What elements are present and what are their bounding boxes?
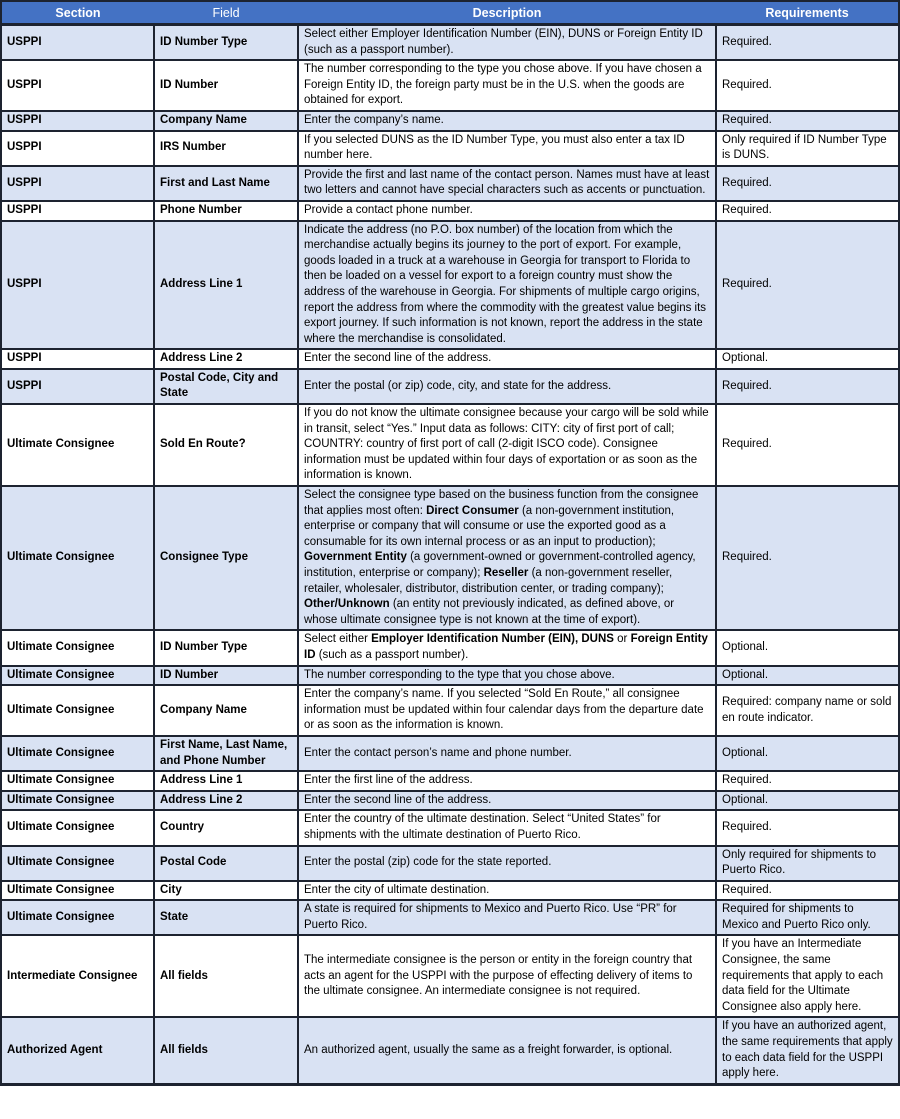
description-text: If you selected DUNS as the ID Number Type, you must also enter a tax ID number here.	[304, 133, 685, 162]
description-cell	[298, 349, 716, 369]
field-cell: All fields	[154, 1017, 298, 1084]
section-cell: Ultimate Consignee	[1, 630, 154, 665]
section-cell: Ultimate Consignee	[1, 791, 154, 811]
field-cell: Company Name	[154, 111, 298, 131]
requirements-cell: Required.	[716, 369, 899, 404]
section-cell: USPPI	[1, 221, 154, 350]
table-row	[1, 810, 899, 845]
section-cell: Authorized Agent	[1, 1017, 154, 1084]
field-cell: Address Line 2	[154, 349, 298, 369]
field-cell: Country	[154, 810, 298, 845]
description-text: (a non-government reseller, retailer, wholesaler, distributor, distribution center, or trading company);	[304, 567, 673, 595]
table-row	[1, 791, 899, 811]
table-row	[1, 369, 899, 404]
description-text: Enter the company’s name. If you selected “Sold En Route,” all consignee information must be updated within four calendar days from the departure date or as soon as the information is known.	[304, 688, 704, 732]
requirements-cell: If you have an Intermediate Consignee, the same requirements that apply to each data field for the Ultimate Consignee also apply here.	[716, 935, 899, 1017]
table-body	[1, 25, 899, 1085]
description-text: Indicate the address (no P.O. box number) of the location from which the merchandise actually begins its journey to the port of export. For example, goods loaded in a truck at a warehouse in Georgia for transport to Florida to then be loaded on a vessel for export to a foreign country must show the address of the warehouse in Georgia. For shipments of multiple cargo origins, report the address from where the commodity with the greatest value begins its export journey. If such information is not known, report the address in the state where the merchandise is consolidated.	[304, 223, 707, 345]
field-cell: Address Line 1	[154, 771, 298, 791]
column-header-section: Section	[1, 1, 154, 25]
description-cell	[298, 369, 716, 404]
table-row	[1, 900, 899, 935]
requirements-cell: Required.	[716, 60, 899, 111]
description-bold-text: Reseller	[483, 567, 529, 579]
field-cell: IRS Number	[154, 131, 298, 166]
description-bold-text: Government Entity	[304, 551, 407, 564]
description-text: Enter the contact person’s name and phone number.	[304, 746, 572, 759]
requirements-cell: Required: company name or sold en route indicator.	[716, 685, 899, 736]
table-row	[1, 60, 899, 111]
requirements-cell: Optional.	[716, 736, 899, 771]
section-cell: Ultimate Consignee	[1, 810, 154, 845]
field-cell: Consignee Type	[154, 486, 298, 630]
description-text: Select either	[304, 633, 372, 646]
description-cell	[298, 736, 716, 771]
description-text: (an entity not previously indicated, as defined above, or whose ultimate consignee type is not known at the time of export).	[304, 598, 675, 626]
description-cell	[298, 810, 716, 845]
requirements-cell: Only required if ID Number Type is DUNS.	[716, 131, 899, 166]
table-row	[1, 935, 899, 1017]
description-cell	[298, 60, 716, 111]
description-bold-text: Direct Consumer	[426, 504, 519, 517]
description-cell	[298, 846, 716, 881]
table-row	[1, 881, 899, 901]
table-row	[1, 1017, 899, 1084]
section-cell: USPPI	[1, 369, 154, 404]
description-cell	[298, 935, 716, 1017]
field-cell: First and Last Name	[154, 166, 298, 201]
table-row	[1, 630, 899, 665]
table-row	[1, 486, 899, 630]
description-text: or	[613, 633, 631, 646]
table-row	[1, 666, 899, 686]
requirements-cell: Required.	[716, 486, 899, 630]
description-text: Select either Employer Identification Number (EIN), DUNS or Foreign Entity ID (such as a passport number).	[304, 28, 703, 56]
table-row	[1, 221, 899, 350]
table-row	[1, 349, 899, 369]
table-row	[1, 201, 899, 221]
description-cell	[298, 666, 716, 686]
section-cell: USPPI	[1, 111, 154, 131]
requirements-cell: Required.	[716, 771, 899, 791]
table-row	[1, 685, 899, 736]
field-cell: Address Line 1	[154, 221, 298, 350]
requirements-cell: Optional.	[716, 791, 899, 811]
section-cell: USPPI	[1, 131, 154, 166]
description-text: (such as a passport number).	[315, 648, 469, 661]
description-bold-text: Other/Unknown	[304, 598, 390, 611]
section-cell: Intermediate Consignee	[1, 935, 154, 1017]
field-cell: ID Number Type	[154, 630, 298, 665]
description-text: Enter the postal (zip) code for the state reported.	[304, 856, 552, 869]
field-cell: ID Number Type	[154, 25, 298, 61]
table-header	[1, 1, 899, 25]
requirements-cell: Required.	[716, 166, 899, 201]
field-cell: Company Name	[154, 685, 298, 736]
section-cell: Ultimate Consignee	[1, 881, 154, 901]
description-cell	[298, 131, 716, 166]
table-row	[1, 111, 899, 131]
description-text: A state is required for shipments to Mexico and Puerto Rico. Use “PR” for Puerto Rico.	[304, 903, 677, 931]
description-text: Enter the first line of the address.	[304, 774, 473, 787]
description-bold-text: Foreign Entity ID	[304, 633, 708, 661]
requirements-cell: Only required for shipments to Puerto Rico.	[716, 846, 899, 881]
description-cell	[298, 111, 716, 131]
field-cell: Address Line 2	[154, 791, 298, 811]
requirements-cell: Required for shipments to Mexico and Puerto Rico only.	[716, 900, 899, 935]
description-text: Enter the postal (or zip) code, city, and state for the address.	[304, 379, 612, 392]
table-row	[1, 404, 899, 486]
description-text: Enter the second line of the address.	[304, 793, 492, 806]
description-text: An authorized agent, usually the same as a freight forwarder, is optional.	[304, 1043, 673, 1056]
table-row	[1, 846, 899, 881]
description-text: Provide a contact phone number.	[304, 203, 473, 216]
description-text: The number corresponding to the type that you chose above.	[304, 668, 615, 681]
field-cell: Phone Number	[154, 201, 298, 221]
requirements-cell: Optional.	[716, 666, 899, 686]
description-text: (a government-owned or government-controlled agency, institution, enterprise or company);	[304, 551, 696, 579]
section-cell: Ultimate Consignee	[1, 666, 154, 686]
description-text: Enter the second line of the address.	[304, 352, 492, 365]
description-text: Enter the company’s name.	[304, 113, 444, 126]
section-cell: Ultimate Consignee	[1, 736, 154, 771]
section-cell: USPPI	[1, 201, 154, 221]
table-row	[1, 131, 899, 166]
field-cell: State	[154, 900, 298, 935]
section-cell: USPPI	[1, 60, 154, 111]
description-cell	[298, 685, 716, 736]
table-row	[1, 736, 899, 771]
description-cell	[298, 201, 716, 221]
description-cell	[298, 25, 716, 61]
field-cell: Postal Code, City and State	[154, 369, 298, 404]
column-header-description: Description	[298, 1, 716, 25]
field-cell: Postal Code	[154, 846, 298, 881]
section-cell: USPPI	[1, 349, 154, 369]
field-cell: ID Number	[154, 666, 298, 686]
description-text: (a non-government institution, enterprise or company that will consume or use the exported good as a consumable for its own internal process or as an input to production);	[304, 504, 675, 548]
requirements-cell: Required.	[716, 810, 899, 845]
requirements-cell: Required.	[716, 404, 899, 486]
description-cell	[298, 900, 716, 935]
table-row	[1, 25, 899, 61]
description-text: Select the consignee type based on the business function from the consignee that applies most often:	[304, 489, 699, 517]
field-cell: ID Number	[154, 60, 298, 111]
column-header-field: Field	[154, 1, 298, 25]
table-row	[1, 771, 899, 791]
field-cell: Sold En Route?	[154, 404, 298, 486]
description-text: Enter the country of the ultimate destination. Select “United States” for shipments with the ultimate destination of Puerto Rico.	[304, 813, 661, 841]
requirements-cell: Required.	[716, 201, 899, 221]
field-cell: All fields	[154, 935, 298, 1017]
requirements-cell: Required.	[716, 111, 899, 131]
header-row	[1, 1, 899, 25]
description-cell	[298, 881, 716, 901]
description-cell	[298, 630, 716, 665]
description-text: If you do not know the ultimate consignee because your cargo will be sold while in transit, select “Yes.” Input data as follows: CITY: city of first port of call; COUNTRY: country of first port of call (2-digit ISCO code). Consignee information must be updated within four days of exportation or as soon as the information is known.	[304, 407, 709, 482]
description-cell	[298, 1017, 716, 1084]
description-cell	[298, 404, 716, 486]
description-cell	[298, 221, 716, 350]
requirements-cell: Optional.	[716, 630, 899, 665]
section-cell: USPPI	[1, 25, 154, 61]
description-text: Enter the city of ultimate destination.	[304, 883, 490, 896]
description-cell	[298, 166, 716, 201]
description-text: The intermediate consignee is the person or entity in the foreign country that acts an agent for the USPPI with the purpose of effecting delivery of items to the ultimate consignee. An intermediate consignee is not required.	[304, 954, 693, 998]
requirements-cell: Required.	[716, 25, 899, 61]
description-text: Provide the first and last name of the contact person. Names must have at least two letters and cannot have special characters such as accents or punctuation.	[304, 168, 710, 197]
description-cell	[298, 791, 716, 811]
table-row	[1, 166, 899, 201]
description-cell	[298, 771, 716, 791]
requirements-cell: If you have an authorized agent, the same requirements that apply to each data field for the USPPI apply here.	[716, 1017, 899, 1084]
field-cell: First Name, Last Name, and Phone Number	[154, 736, 298, 771]
field-cell: City	[154, 881, 298, 901]
section-cell: Ultimate Consignee	[1, 771, 154, 791]
description-cell	[298, 486, 716, 630]
section-cell: Ultimate Consignee	[1, 846, 154, 881]
section-cell: Ultimate Consignee	[1, 685, 154, 736]
section-cell: Ultimate Consignee	[1, 900, 154, 935]
requirements-cell: Required.	[716, 881, 899, 901]
section-cell: Ultimate Consignee	[1, 404, 154, 486]
description-bold-text: Employer Identification Number (EIN), DUNS	[371, 633, 614, 646]
section-cell: Ultimate Consignee	[1, 486, 154, 630]
requirements-cell: Required.	[716, 221, 899, 350]
description-text: The number corresponding to the type you chose above. If you have chosen a Foreign Entity ID, the foreign party must be in the U.S. when the goods are obtained for export.	[304, 63, 702, 107]
section-cell: USPPI	[1, 166, 154, 201]
column-header-requirements: Requirements	[716, 1, 899, 25]
requirements-cell: Optional.	[716, 349, 899, 369]
